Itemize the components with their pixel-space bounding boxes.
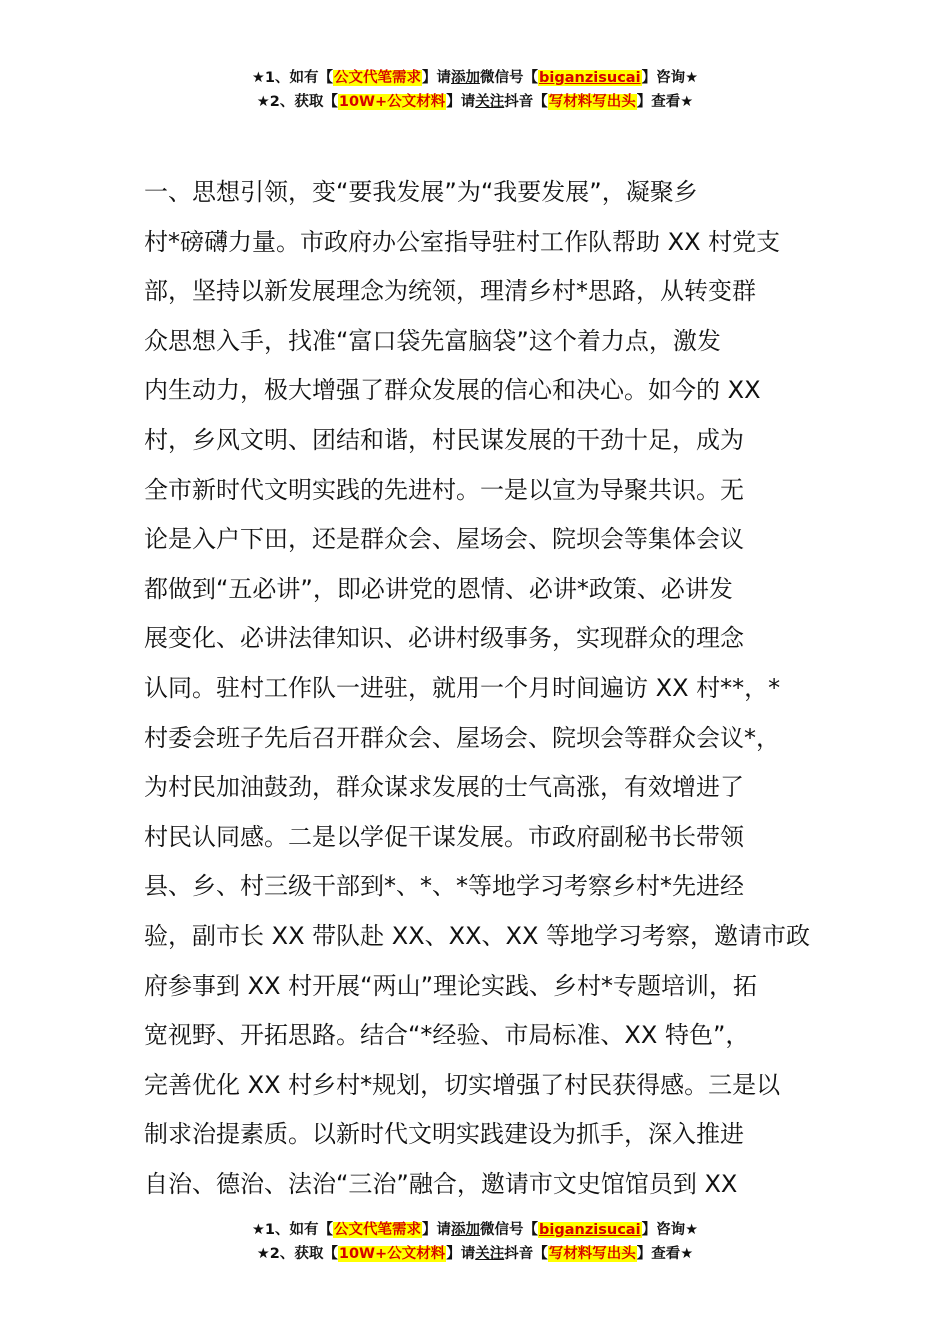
- banner-text: 抖音【: [504, 94, 548, 110]
- document-body: [144, 168, 811, 1209]
- banner-text: ★1、如有【: [251, 70, 334, 86]
- banner-wechat-id: biganzisucai: [539, 70, 641, 86]
- body-line: 宽视野、开拓思路。结合“*经验、市局标准、XX 特色”，: [144, 1021, 750, 1050]
- body-line: 众思想入手，找准“富口袋先富脑袋”这个着力点，激发: [144, 326, 721, 355]
- banner-text: 】请: [446, 1246, 476, 1262]
- body-line: 全市新时代文明实践的先进村。一是以宣为导聚共识。无: [144, 475, 744, 504]
- body-line: 都做到“五必讲”，即必讲党的恩情、必讲*政策、必讲发: [144, 574, 733, 603]
- banner-wechat-id: biganzisucai: [539, 1222, 641, 1238]
- body-line: 村民认同感。二是以学促干谋发展。市政府副秘书长带领: [144, 822, 744, 851]
- body-line: 县、乡、村三级干部到*、*、*等地学习考察乡村*先进经: [144, 872, 744, 901]
- banner-text: ★2、获取【: [256, 94, 338, 110]
- banner-line-2: [0, 90, 950, 114]
- banner-text: 】查看★: [636, 94, 694, 110]
- body-line: 验，副市长 XX 带队赴 XX、XX、XX 等地学习考察，邀请市政: [144, 921, 811, 950]
- banner-text: ★1、如有【: [251, 1222, 334, 1238]
- banner-douyin-id: 写材料写出头: [548, 94, 636, 110]
- body-line: 认同。驻村工作队一进驻，就用一个月时间遍访 XX 村**，*: [144, 673, 781, 702]
- banner-text: 】咨询★: [641, 70, 699, 86]
- body-line: 府参事到 XX 村开展“两山”理论实践、乡村*专题培训，拓: [144, 971, 758, 1000]
- banner-underline: 添加: [451, 70, 481, 86]
- banner-line-1: [0, 1218, 950, 1242]
- body-line: 部，坚持以新发展理念为统领，理清乡村*思路，从转变群: [144, 277, 756, 306]
- banner-highlight: 10W+公文材料: [338, 94, 446, 110]
- banner-text: 】请: [422, 1222, 452, 1238]
- body-line: 展变化、必讲法律知识、必讲村级事务，实现群众的理念: [144, 624, 744, 653]
- banner-text: 】咨询★: [641, 1222, 699, 1238]
- banner-text: 微信号【: [480, 70, 539, 86]
- banner-text: ★2、获取【: [256, 1246, 338, 1262]
- banner-text: 微信号【: [480, 1222, 539, 1238]
- body-line: 村*磅礴力量。市政府办公室指导驻村工作队帮助 XX 村党支: [144, 227, 781, 256]
- body-line: 为村民加油鼓劲，群众谋求发展的士气高涨，有效增进了: [144, 773, 744, 802]
- body-line: 制求治提素质。以新时代文明实践建设为抓手，深入推进: [144, 1120, 744, 1149]
- body-line: 村委会班子先后召开群众会、屋场会、院坝会等群众会议*，: [144, 723, 780, 752]
- banner-highlight: 10W+公文材料: [338, 1246, 446, 1262]
- banner-line-1: [0, 66, 950, 90]
- banner-douyin-id: 写材料写出头: [548, 1246, 636, 1262]
- banner-text: 】请: [446, 94, 476, 110]
- banner-text: 】查看★: [636, 1246, 694, 1262]
- banner-text: 】请: [422, 70, 452, 86]
- banner-highlight: 公文代笔需求: [334, 70, 422, 86]
- banner-underline: 添加: [451, 1222, 481, 1238]
- footer-banner: [0, 1218, 950, 1266]
- banner-underline: 关注: [475, 1246, 505, 1262]
- banner-highlight: 公文代笔需求: [334, 1222, 422, 1238]
- header-banner: [0, 66, 950, 114]
- body-line: 完善优化 XX 村乡村*规划，切实增强了村民获得感。三是以: [144, 1070, 781, 1099]
- body-line: 一、思想引领，变“要我发展”为“我要发展”，凝聚乡: [144, 178, 698, 206]
- body-line: 论是入户下田，还是群众会、屋场会、院坝会等集体会议: [144, 525, 744, 554]
- body-line: 内生动力，极大增强了群众发展的信心和决心。如今的 XX: [144, 376, 761, 405]
- body-line: 村，乡风文明、团结和谐，村民谋发展的干劲十足，成为: [144, 425, 744, 454]
- banner-underline: 关注: [475, 94, 505, 110]
- banner-line-2: [0, 1242, 950, 1266]
- body-line: 自治、德治、法治“三治”融合，邀请市文史馆馆员到 XX: [144, 1169, 738, 1198]
- banner-text: 抖音【: [504, 1246, 548, 1262]
